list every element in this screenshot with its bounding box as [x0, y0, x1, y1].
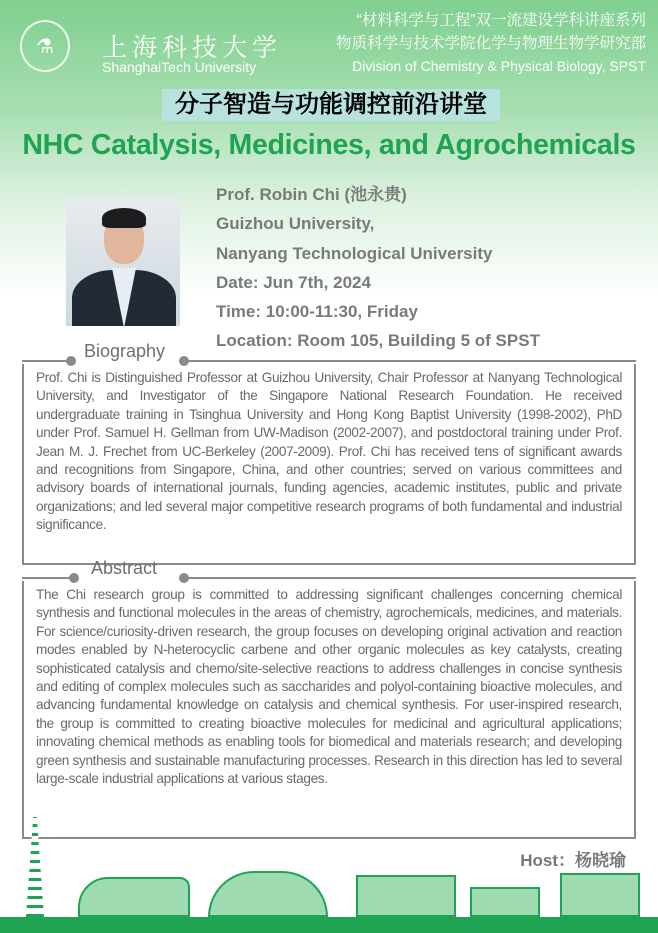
talk-time: Time: 10:00-11:30, Friday [216, 302, 418, 322]
speaker-info [216, 180, 540, 356]
university-seal-logo: ⚗ [20, 20, 70, 72]
speaker-affiliation: Nanyang Technological University [216, 243, 493, 263]
lecture-series [336, 9, 646, 78]
talk-location: Location: Room 105, Building 5 of SPST [216, 331, 540, 351]
series-line: Division of Chemistry & Physical Biology, SPST [352, 58, 646, 74]
university-name-cn: 上海科技大学 [102, 33, 283, 62]
abstract-text: The Chi research group is committed to addressing significant challenges concerning chemical synthesis and functional molecules in the areas of chemistry, agrochemicals, medicines, and materials. For science/curiosity-driven research, the group focuses on developing original activation and reaction modes enabled by N-heterocyclic carbene and other organic molecules as key catalysts, creating sophisticated catalysis and chemo/site-selective reactions to address challenges in concise synthesis and editing of complex molecules such as saccharides and polyol-containing bioactive molecules, and advancing fundamental knowledge on catalysis and chemical synthesis. For user-inspired research, the group is committed to creating bioactive molecules for medicinal and agricultural applications; innovating chemical methods as enabling tools for biomedical and materials research; and developing green synthesis and sustainable manufacturing processes. Research in this direction has led to several large-scale industrial applications at various stages. [36, 587, 622, 787]
speaker-name: Prof. Robin Chi (池永贵) [216, 185, 407, 204]
series-line: 物质科学与技术学院化学与物理生物学研究部 [335, 35, 646, 52]
university-name-en: ShanghaiTech University [102, 59, 257, 75]
talk-title: NHC Catalysis, Medicines, and Agrochemicals [22, 129, 636, 161]
talk-date: Date: Jun 7th, 2024 [216, 272, 371, 292]
host: Host：杨晓瑜 [520, 851, 626, 870]
forum-banner: 分子智造与功能调控前沿讲堂 [162, 89, 500, 121]
abstract-heading: Abstract [91, 558, 158, 578]
biography-heading: Biography [84, 341, 166, 361]
speaker-affiliation: Guizhou University, [216, 214, 375, 234]
series-line: “材料科学与工程”双一流建设学科讲座系列 [356, 12, 646, 29]
abstract-section [22, 558, 636, 839]
biography-text: Prof. Chi is Distinguished Professor at Guizhou University, Chair Professor at Nanyang Technological University, and Investigator of the Singapore National Research Foundation. He received undergraduate training in Tsinghua University and Hong Kong Baptist University (1998-2002), PhD under Prof. Samuel H. Gellman from UW-Madison (2002-2007), and postdoctoral training under Prof. Jean M. J. Frechet from UC-Berkeley (2007-2009). Prof. Chi has received tens of significant awards and recognitions from Singapore, China, and other countries; served on various committees and advisory boards of international journals, funding agencies, academic institutes, public and private organizations; and led several major competitive research programs of both fundamental and industrial significance. [36, 370, 622, 533]
speaker-photo [66, 198, 180, 326]
